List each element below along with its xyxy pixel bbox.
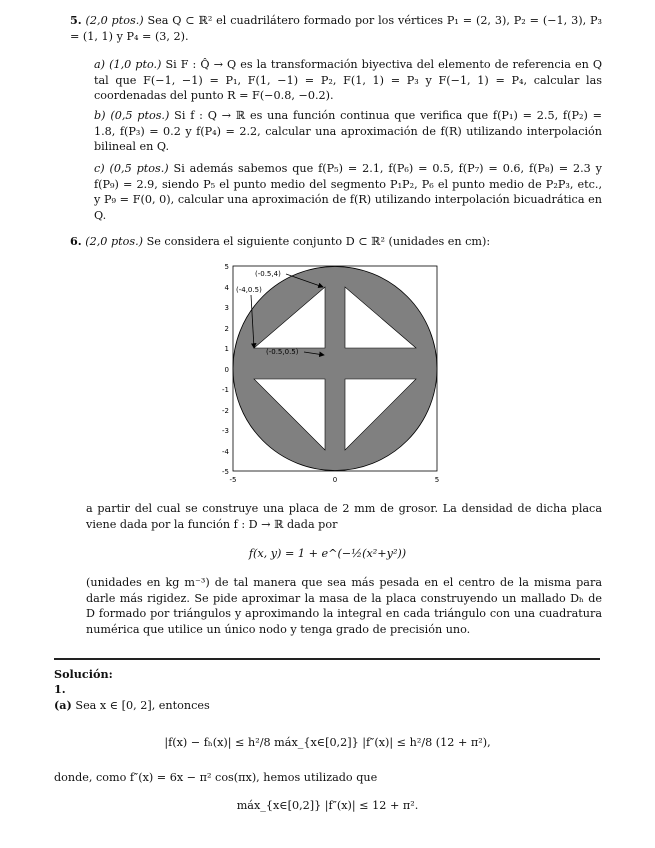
y-tick-label: 1	[224, 345, 229, 353]
y-tick-label: -4	[222, 448, 229, 456]
item-text: Si además sabemos que f(P₅) = 2.1, f(P₆) = 0.5, f(P₇) = 0.6, f(P₈) = 2.3 y f(P₉) = 2.9, siendo P₅ el punto medio del segmento P₁P₂, P₆ el punto medio de P₂P₃, etc., y P₉ = F(0, 0), calcular una aproximación de f(R) utilizando interpolación bicuadrática en Q.	[94, 162, 602, 222]
y-tick-label: -3	[222, 427, 229, 435]
solution-number: 1.	[54, 682, 66, 696]
problem-6-statement	[70, 234, 602, 250]
problem-number: 5.	[70, 13, 82, 27]
problem-5-item-a	[94, 57, 602, 104]
y-tick-label: 4	[224, 284, 229, 292]
y-tick-label: 2	[224, 325, 229, 333]
part-label: (a)	[54, 698, 72, 712]
problem-points: (2,0 ptos.)	[85, 14, 144, 27]
item-points: (1,0 pto.)	[109, 58, 162, 71]
y-tick-label: 5	[224, 263, 229, 271]
annotation-label: (-0.5,0.5)	[266, 348, 299, 356]
problem-text: Se considera el siguiente conjunto D ⊂ ℝ² (unidades en cm):	[143, 235, 491, 248]
annotation-label: (-4,0.5)	[236, 286, 262, 294]
where-text: donde, como f″(x) = 6x − π² cos(πx), hemos utilizado que	[54, 771, 378, 784]
x-tick-label: 5	[434, 476, 440, 484]
domain-figure	[218, 259, 444, 487]
annotation-label: (-0.5,4)	[255, 270, 281, 278]
problem-text: Sea Q ⊂ ℝ² el cuadrilátero formado por los vértices P₁ = (2, 3), P₂ = (−1, 3), P₃ = (1, 1) y P₄ = (3, 2).	[70, 14, 602, 43]
item-label: b)	[94, 109, 106, 122]
problem-6-paragraph-2: (unidades en kg m⁻³) de tal manera que sea más pesada en el centro de la misma para darle más rigidez. Se pide aproximar la masa de la placa construyendo un mallado Dₕ de D formado por triángulos y aproximando la integral en cada triángulo con una cuadratura numérica que utilice un único nodo y tenga grado de precisión uno.	[86, 576, 602, 636]
y-tick-label: -1	[222, 386, 229, 394]
problem-5-item-c	[94, 161, 602, 223]
disc-shape	[233, 267, 437, 471]
item-text: Si f : Q → ℝ es una función continua que verifica que f(P₁) = 2.5, f(P₂) = 1.8, f(P₃) = 0.2 y f(P₄) = 2.2, calcular una aproximación de f(R) utilizando interpolación bilineal en Q.	[94, 109, 602, 154]
solution-part-a	[54, 698, 210, 714]
y-tick-label: -5	[222, 468, 229, 476]
problem-points: (2,0 ptos.)	[85, 235, 144, 248]
problem-5-statement	[70, 13, 602, 44]
item-label: c)	[94, 162, 105, 175]
y-axis-ticks	[222, 263, 230, 476]
max-bound: máx_{x∈[0,2]} |f″(x)| ≤ 12 + π².	[236, 799, 419, 812]
item-text: Si F : Q̂ → Q es la transformación biyectiva del elemento de referencia en Q tal que F(−1, −1) = P₁, F(1, −1) = P₂, F(1, 1) = P₃ y F(−1, 1) = P₄, calcular las coordenadas del punto R = F(−0.8, −0.2).	[94, 58, 602, 103]
y-tick-label: 3	[224, 304, 229, 312]
item-points: (0,5 ptos.)	[109, 162, 169, 175]
item-points: (0,5 ptos.)	[110, 109, 170, 122]
part-text: Sea x ∈ [0, 2], entonces	[71, 699, 210, 712]
problem-number: 6.	[70, 234, 82, 248]
error-inequality: |f(x) − fₕ(x)| ≤ h²/8 máx_{x∈[0,2]} |f″(x)| ≤ h²/8 (12 + π²),	[164, 736, 491, 749]
problem-5-item-b	[94, 108, 602, 155]
section-divider	[54, 658, 600, 660]
y-tick-label: -2	[222, 407, 229, 415]
solution-heading: Solución:	[54, 667, 113, 681]
problem-6-paragraph: a partir del cual se construye una placa de 2 mm de grosor. La densidad de dicha placa viene dada por la función f : D → ℝ dada por	[86, 502, 602, 531]
density-formula: f(x, y) = 1 + e^(−½(x²+y²))	[248, 547, 407, 560]
y-tick-label: 0	[224, 366, 229, 374]
x-tick-label: -5	[229, 476, 237, 484]
x-tick-label: 0	[332, 476, 338, 484]
item-label: a)	[94, 58, 106, 71]
x-axis-ticks	[230, 476, 440, 484]
